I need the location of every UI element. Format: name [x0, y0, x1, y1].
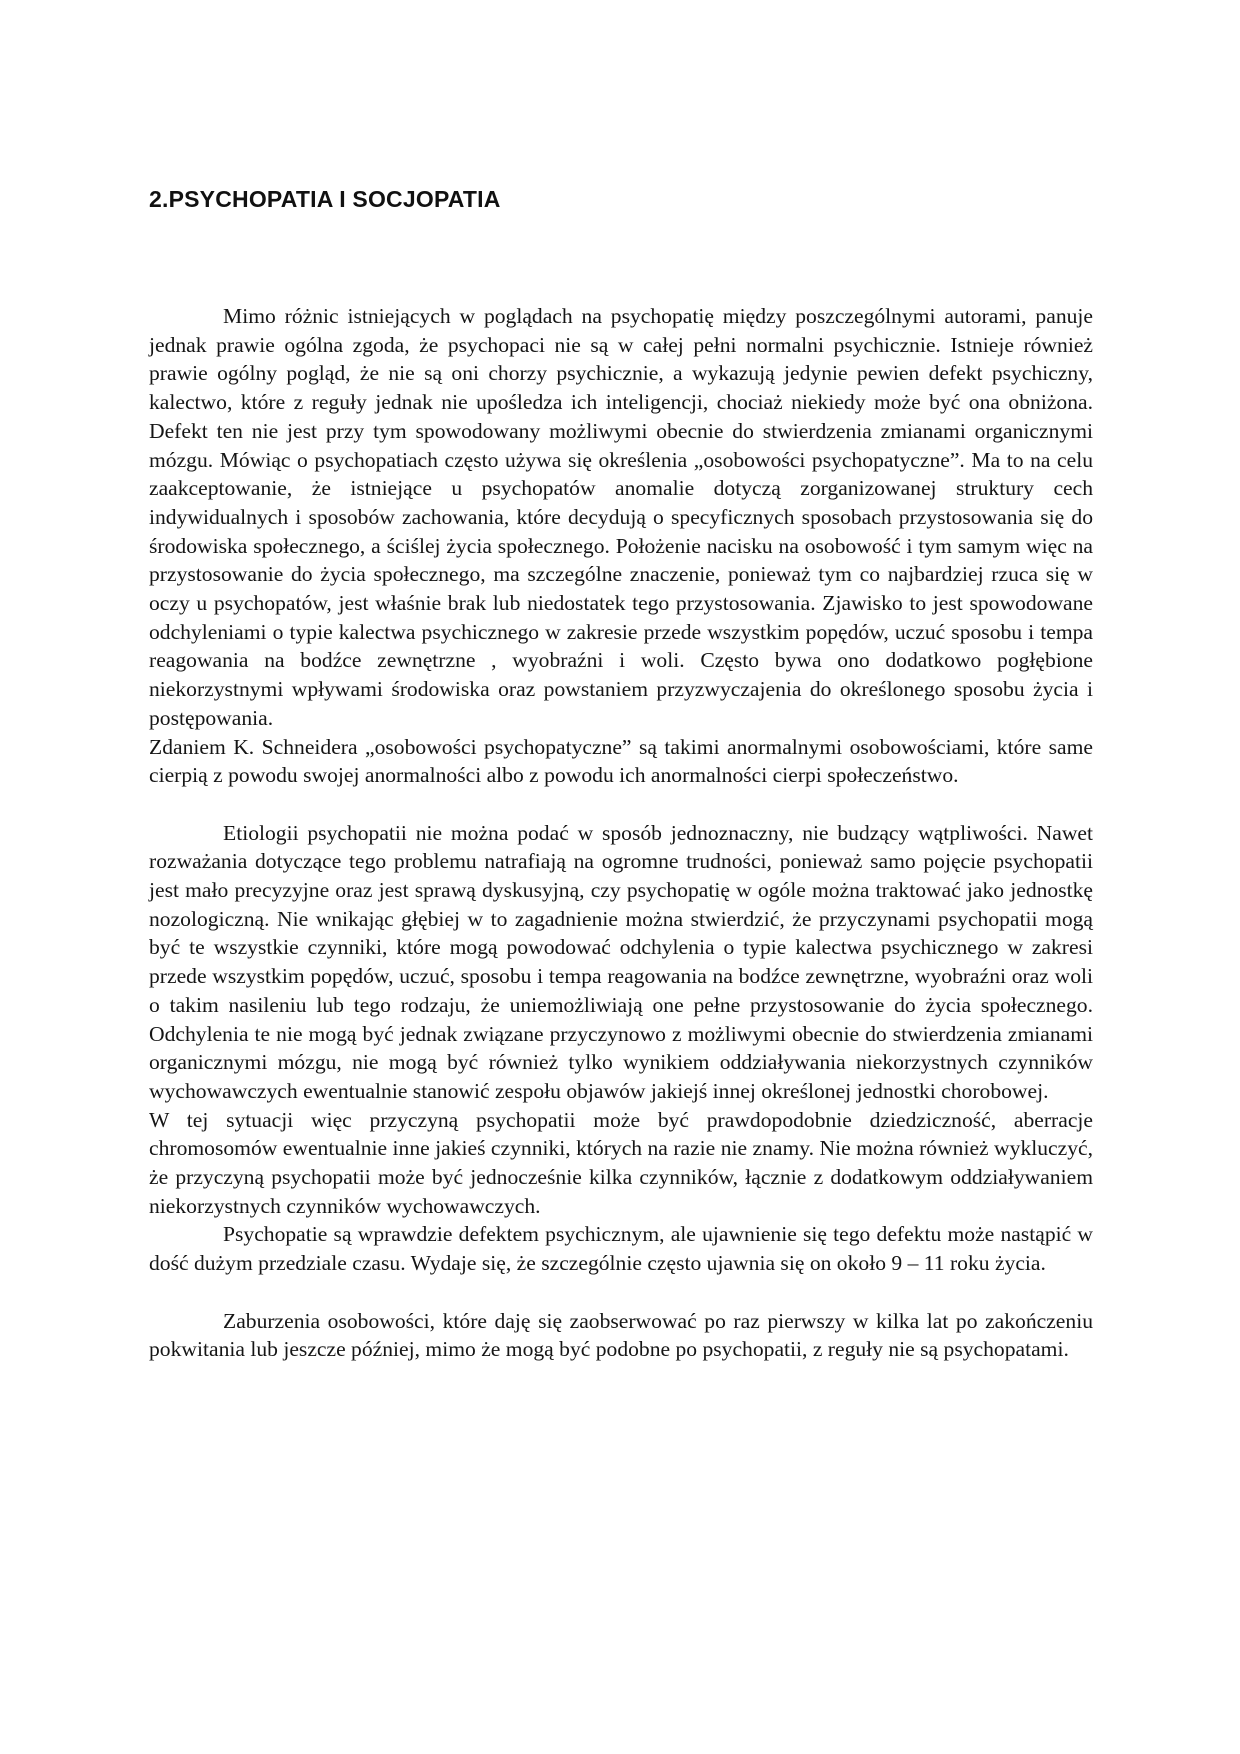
paragraph-etiology: Etiologii psychopatii nie można podać w sposób jednoznaczny, nie budzący wątpliwości. Nawet rozważania dotyczące tego problemu natrafiają na ogromne trudności, ponieważ samo pojęcie psychopatii jest mało precyzyjne oraz jest sprawą dyskusyjną, czy psychopatię w ogóle można traktować jako jednostkę nozologiczną. Nie wnikając głębiej w to zagadnienie można stwierdzić, że przyczynami psychopatii mogą być te wszystkie czynniki, które mogą powodować odchylenia o typie kalectwa psychicznego w zakresi przede wszystkim popędów, uczuć, sposobu i tempa reagowania na bodźce zewnętrzne, wyobraźni oraz woli o takim nasileniu lub tego rodzaju, że uniemożliwiają one pełne przystosowanie do życia społecznego. Odchylenia te nie mogą być jednak związane przyczynowo z możliwymi obecnie do stwierdzenia zmianami organicznymi mózgu, nie mogą być również tylko wynikiem oddziaływania niekorzystnych czynników wychowawczych ewentualnie stanowić zespołu objawów jakiejś innej określonej jednostki chorobowej. — [149, 820, 1093, 1103]
paragraph-onset: Psychopatie są wprawdzie defektem psychicznym, ale ujawnienie się tego defektu może nastąpić w dość dużym przedziale czasu. Wydaje się, że szczególnie często ujawnia się on około 9 – 11 roku życia. — [149, 1222, 1093, 1276]
paragraph-personality-disorders: Zaburzenia osobowości, które daję się zaobserwować po raz pierwszy w kilka lat po zakończeniu pokwitania lub jeszcze później, mimo że mogą być podobne po psychopatii, z reguły nie są psychopatami. — [149, 1308, 1093, 1362]
section-heading: 2.PSYCHOPATIA I SOCJOPATIA — [149, 186, 501, 212]
document-body — [149, 302, 1093, 1364]
paragraph-causes: W tej sytuacji więc przyczyną psychopatii może być prawdopodobnie dziedziczność, aberracje chromosomów ewentualnie inne jakieś czynniki, których na razie nie znamy. Nie można również wykluczyć, że przyczyną psychopatii może być jednocześnie kilka czynników, łącznie z dodatkowym oddziaływaniem niekorzystnych czynników wychowawczych. — [149, 1107, 1093, 1218]
paragraph-schneider: Zdaniem K. Schneidera „osobowości psychopatyczne” są takimi anormalnymi osobowościami, które same cierpią z powodu swojej anormalności albo z powodu ich anormalności cierpi społeczeństwo. — [149, 734, 1093, 788]
paragraph-definition: Mimo różnic istniejących w poglądach na psychopatię między poszczególnymi autorami, panuje jednak prawie ogólna zgoda, że psychopaci nie są w całej pełni normalni psychicznie. Istnieje również prawie ogólny pogląd, że nie są oni chorzy psychicznie, a wykazują jedynie pewien defekt psychiczny, kalectwo, które z reguły jednak nie upośledza ich inteligencji, chociaż niekiedy może być ona obniżona. Defekt ten nie jest przy tym spowodowany możliwymi obecnie do stwierdzenia zmianami organicznymi mózgu. Mówiąc o psychopatiach często używa się określenia „osobowości psychopatyczne”. Ma to na celu zaakceptowanie, że istniejące u psychopatów anomalie dotyczą zorganizowanej struktury cech indywidualnych i sposobów zachowania, które decydują o specyficznych sposobach przystosowania się do środowiska społecznego, a ściślej życia społecznego. Położenie nacisku na osobowość i tym samym więc na przystosowanie do życia społecznego, ma szczególne znaczenie, ponieważ tym co najbardziej rzuca się w oczy u psychopatów, jest właśnie brak lub niedostatek tego przystosowania. Zjawisko to jest spowodowane odchyleniami o typie kalectwa psychicznego w zakresie przede wszystkim popędów, uczuć sposobu i tempa reagowania na bodźce zewnętrzne , wyobraźni i woli. Często bywa ono dodatkowo pogłębione niekorzystnymi wpływami środowiska oraz powstaniem przyzwyczajenia do określonego sposobu życia i postępowania. — [149, 304, 1093, 730]
